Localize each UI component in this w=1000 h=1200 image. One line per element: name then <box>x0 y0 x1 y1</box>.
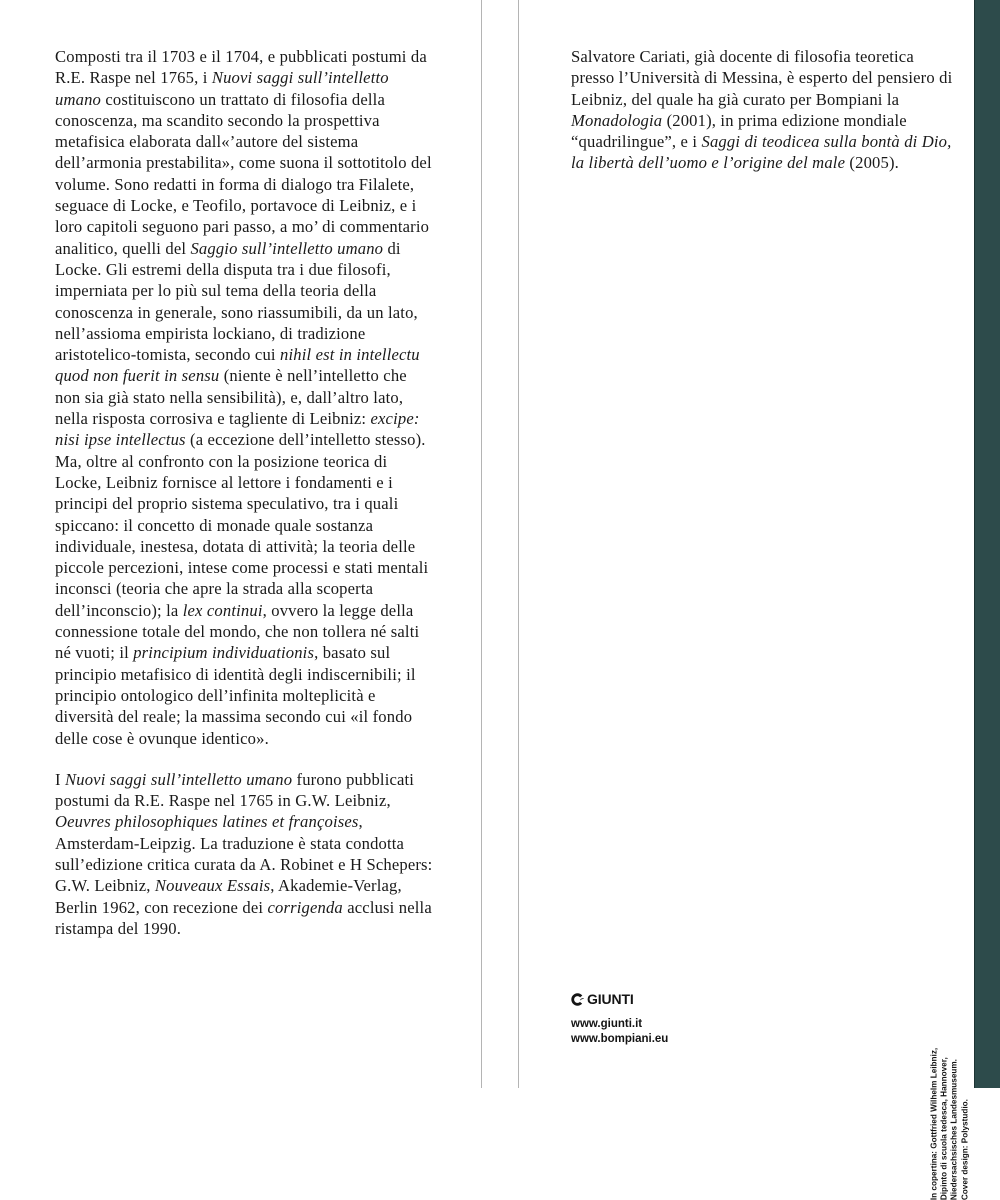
book-blurb <box>55 46 433 939</box>
giunti-logo <box>571 992 891 1006</box>
giunti-g-swirl-icon <box>571 993 584 1006</box>
blurb-paragraph-main: Composti tra il 1703 e il 1704, e pubblicati postumi da R.E. Raspe nel 1765, i Nuovi saggi sull’intelletto umano costituiscono un trattato di filosofia della conoscenza, ma scandito secondo la prospettiva metafisica elaborata dall«’autore del sistema dell’armonia prestabilita», come suona il sottotitolo del volume. Sono redatti in forma di dialogo tra Filalete, seguace di Locke, e Teofilo, portavoce di Leibniz, e i loro capitoli seguono pari passo, a mo’ di commentario analitico, quelli del Saggio sull’intelletto umano di Locke. Gli estremi della disputa tra i due filosofi, imperniata per lo più sul tema della teoria della conoscenza in generale, sono riassumibili, da un lato, nell’assioma empirista lockiano, di tradizione aristotelico-tomista, secondo cui nihil est in intellectu quod non fuerit in sensu (niente è nell’intelletto che non sia già stato nella sensibilità), e, dall’altro lato, nella risposta corrosiva e tagliente di Leibniz: excipe: nisi ipse intellectus (a eccezione dell’intelletto stesso). Ma, oltre al confronto con la posizione teorica di Locke, Leibniz fornisce al lettore i fondamenti e i principi del proprio sistema speculativo, tra i quali spiccano: il concetto di monade quale sostanza individuale, inestesa, dotata di attività; la teoria delle piccole percezioni, intese come processi e stati mentali inconsci (teoria che apre la strada alla scoperta dell’inconscio); la lex continui, ovvero la legge della connessione totale del mondo, che non tollera né salti né vuoti; il principium individuationis, basato sul principio metafisico di identità degli indiscernibili; il principio ontologico dell’infinita molteplicità e diversità del reale; la massima secondo cui «il fondo delle cose è ovunque identico». <box>55 47 432 748</box>
cover-credit-line-2: Dipinto di scuola tedesca, Hannover, <box>939 1057 949 1200</box>
author-biography <box>571 46 961 174</box>
publisher-imprint-block <box>571 992 891 1046</box>
cover-credit-vertical <box>929 1048 970 1200</box>
giunti-wordmark: GIUNTI <box>587 991 634 1007</box>
url-bompiani[interactable]: www.bompiani.eu <box>571 1032 669 1045</box>
author-bio-paragraph: Salvatore Cariati, già docente di filosofia teoretica presso l’Università di Messina, è esperto del pensiero di Leibniz, del quale ha già curato per Bompiani la Monadologia (2001), in prima edizione mondiale “quadrilingue”, e i Saggi di teodicea sulla bontà di Dio, la libertà dell’uomo e l’origine del male (2005). <box>571 47 953 173</box>
left-flap-panel <box>0 0 481 1088</box>
cover-credit-line-4: Cover design: Polystudio. <box>959 1099 969 1200</box>
url-giunti[interactable]: www.giunti.it <box>571 1018 643 1030</box>
cover-credit-line-1: In copertina: Gottfried Wilhelm Leibniz, <box>929 1048 939 1200</box>
right-flap-panel <box>519 0 975 1088</box>
cover-credit-line-3: Niedersachsisches Landesmuseum. <box>949 1059 959 1200</box>
cover-edge-band <box>975 0 1000 1088</box>
publisher-urls <box>571 1017 891 1046</box>
flap-fold-line-left <box>481 0 482 1088</box>
blurb-paragraph-edition-note: I Nuovi saggi sull’intelletto umano furono pubblicati postumi da R.E. Raspe nel 1765 in G.W. Leibniz, Oeuvres philosophiques latines et françoises, Amsterdam-Leipzig. La traduzione è stata condotta sull’edizione critica curata da A. Robinet e H Schepers: G.W. Leibniz, Nouveaux Essais, Akademie-Verlag, Berlin 1962, con recezione dei corrigenda acclusi nella ristampa del 1990. <box>55 769 433 938</box>
